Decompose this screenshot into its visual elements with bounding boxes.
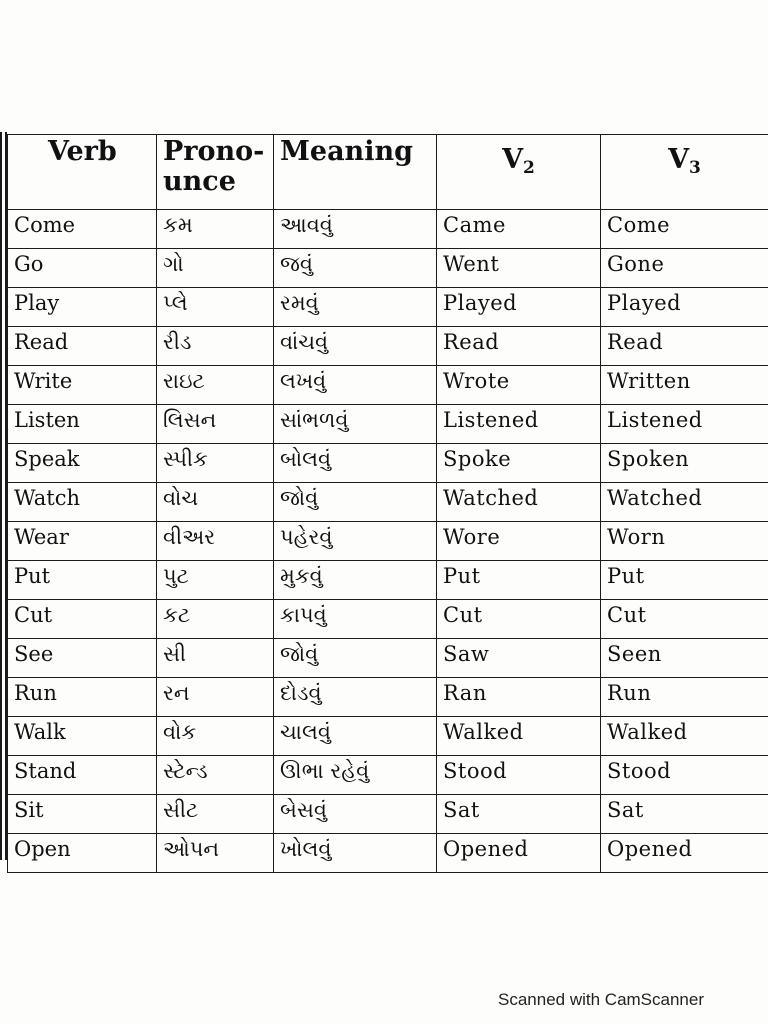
cell-pronounce: સ્પીક	[157, 444, 274, 483]
cell-pronounce: રાઇટ	[157, 366, 274, 405]
cell-v3: Sat	[601, 795, 768, 834]
cell-pronounce: સીટ	[157, 795, 274, 834]
header-meaning: Meaning	[274, 135, 437, 210]
table-row	[8, 405, 768, 444]
cell-v2: Read	[437, 327, 601, 366]
header-v3-letter: V	[668, 144, 690, 175]
table-header-row	[8, 135, 768, 210]
cell-verb: Write	[8, 366, 157, 405]
cell-v2: Came	[437, 210, 601, 249]
header-v2	[437, 135, 601, 210]
table-row	[8, 717, 768, 756]
cell-pronounce: કમ	[157, 210, 274, 249]
cell-v2: Listened	[437, 405, 601, 444]
cell-v3: Read	[601, 327, 768, 366]
cell-v2: Watched	[437, 483, 601, 522]
cell-v2: Cut	[437, 600, 601, 639]
table-row	[8, 561, 768, 600]
cell-v2: Walked	[437, 717, 601, 756]
table-row	[8, 600, 768, 639]
cell-v2: Wrote	[437, 366, 601, 405]
cell-pronounce: ગો	[157, 249, 274, 288]
cell-meaning: કાપવું	[274, 600, 437, 639]
cell-v3: Come	[601, 210, 768, 249]
cell-v3: Cut	[601, 600, 768, 639]
cell-pronounce: રન	[157, 678, 274, 717]
camscanner-watermark: Scanned with CamScanner	[498, 990, 705, 1009]
cell-pronounce: પ્લે	[157, 288, 274, 327]
cell-meaning: સાંભળવું	[274, 405, 437, 444]
cell-meaning: જોવું	[274, 483, 437, 522]
cell-v2: Played	[437, 288, 601, 327]
cell-verb: See	[8, 639, 157, 678]
cell-pronounce: કટ	[157, 600, 274, 639]
header-v2-letter: V	[502, 144, 524, 175]
header-v3	[601, 135, 768, 210]
verb-forms-table	[7, 134, 768, 873]
table-row	[8, 366, 768, 405]
cell-v2: Went	[437, 249, 601, 288]
cell-v3: Run	[601, 678, 768, 717]
cell-verb: Open	[8, 834, 157, 873]
table-row	[8, 795, 768, 834]
cell-verb: Stand	[8, 756, 157, 795]
table-row	[8, 756, 768, 795]
cell-meaning: મુકવું	[274, 561, 437, 600]
cell-verb: Walk	[8, 717, 157, 756]
cell-meaning: ઊભા રહેવું	[274, 756, 437, 795]
header-v2-subscript: 2	[523, 158, 535, 178]
cell-v3: Opened	[601, 834, 768, 873]
cell-verb: Speak	[8, 444, 157, 483]
cell-meaning: જવું	[274, 249, 437, 288]
cell-verb: Sit	[8, 795, 157, 834]
header-verb: Verb	[8, 135, 157, 210]
cell-pronounce: સ્ટેન્ડ	[157, 756, 274, 795]
cell-meaning: દોડવું	[274, 678, 437, 717]
cell-v2: Stood	[437, 756, 601, 795]
cell-v2: Sat	[437, 795, 601, 834]
table-body	[8, 210, 768, 873]
cell-verb: Wear	[8, 522, 157, 561]
cell-meaning: પહેરવું	[274, 522, 437, 561]
table-row	[8, 210, 768, 249]
cell-pronounce: પુટ	[157, 561, 274, 600]
cell-meaning: ચાલવું	[274, 717, 437, 756]
header-pronounce: Prono-unce	[157, 135, 274, 210]
cell-verb: Run	[8, 678, 157, 717]
cell-v2: Put	[437, 561, 601, 600]
cell-meaning: લખવું	[274, 366, 437, 405]
left-margin-rule	[0, 132, 7, 860]
cell-meaning: બોલવું	[274, 444, 437, 483]
cell-verb: Cut	[8, 600, 157, 639]
cell-v3: Watched	[601, 483, 768, 522]
table-row	[8, 444, 768, 483]
cell-v3: Seen	[601, 639, 768, 678]
table-row	[8, 834, 768, 873]
cell-pronounce: ઓપન	[157, 834, 274, 873]
cell-v3: Gone	[601, 249, 768, 288]
cell-verb: Play	[8, 288, 157, 327]
cell-v2: Opened	[437, 834, 601, 873]
cell-v2: Wore	[437, 522, 601, 561]
cell-verb: Come	[8, 210, 157, 249]
cell-verb: Listen	[8, 405, 157, 444]
cell-v2: Saw	[437, 639, 601, 678]
cell-v3: Listened	[601, 405, 768, 444]
cell-meaning: બેસવું	[274, 795, 437, 834]
cell-pronounce: વોક	[157, 717, 274, 756]
cell-pronounce: સી	[157, 639, 274, 678]
table-row	[8, 678, 768, 717]
cell-v3: Put	[601, 561, 768, 600]
cell-pronounce: રીડ	[157, 327, 274, 366]
table-row	[8, 522, 768, 561]
cell-meaning: જોવું	[274, 639, 437, 678]
cell-v3: Worn	[601, 522, 768, 561]
cell-v3: Played	[601, 288, 768, 327]
table-row	[8, 288, 768, 327]
cell-meaning: ખોલવું	[274, 834, 437, 873]
header-v3-subscript: 3	[689, 158, 701, 178]
cell-verb: Read	[8, 327, 157, 366]
cell-verb: Watch	[8, 483, 157, 522]
table-row	[8, 639, 768, 678]
cell-v2: Ran	[437, 678, 601, 717]
cell-pronounce: લિસન	[157, 405, 274, 444]
cell-meaning: વાંચવું	[274, 327, 437, 366]
cell-meaning: આવવું	[274, 210, 437, 249]
cell-v3: Stood	[601, 756, 768, 795]
cell-verb: Go	[8, 249, 157, 288]
table-row	[8, 483, 768, 522]
cell-pronounce: વીઅર	[157, 522, 274, 561]
cell-v2: Spoke	[437, 444, 601, 483]
cell-v3: Walked	[601, 717, 768, 756]
cell-v3: Spoken	[601, 444, 768, 483]
cell-v3: Written	[601, 366, 768, 405]
cell-pronounce: વોચ	[157, 483, 274, 522]
cell-verb: Put	[8, 561, 157, 600]
cell-meaning: રમવું	[274, 288, 437, 327]
table-row	[8, 327, 768, 366]
table-row	[8, 249, 768, 288]
